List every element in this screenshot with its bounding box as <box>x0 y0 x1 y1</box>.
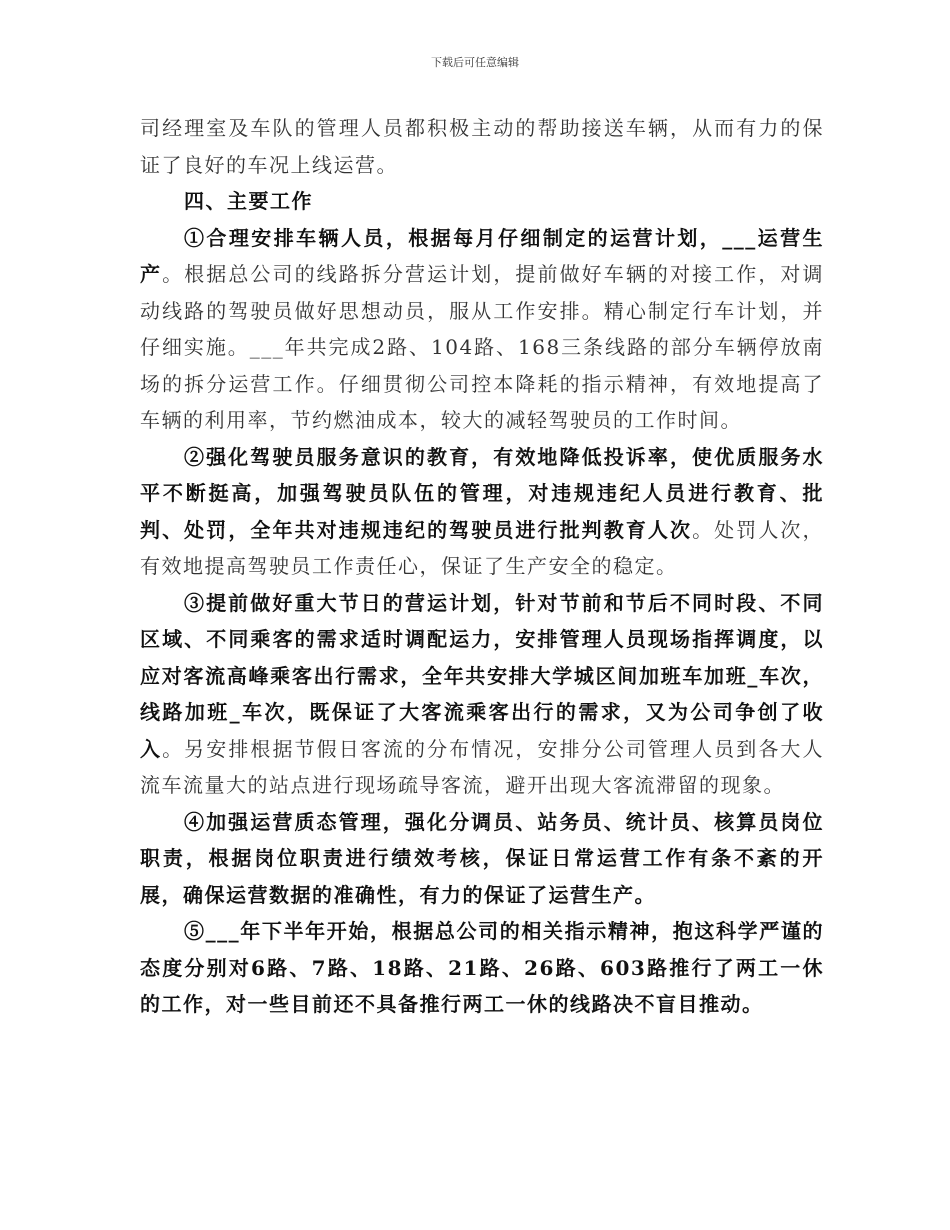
paragraph-item-4 <box>140 804 824 914</box>
paragraph-item-5 <box>140 913 824 1023</box>
paragraph-normal-text: 。根据总公司的线路拆分营运计划，提前做好车辆的对接工作，对调动线路的驾驶员做好思想动员，服从工作安排。精心制定行车计划，并仔细实施。___年共完成2路、104路、168三条线路的部分车辆停放南场的拆分运营工作。仔细贯彻公司控本降耗的指示精神，有效地提高了车辆的利用率，节约燃油成本，较大的减轻驾驶员的工作时间。 <box>140 262 825 432</box>
paragraph-bold-text: ⑤___年下半年开始，根据总公司的相关指示精神，抱这科学严谨的态度分别对6路、7路、18路、21路、26路、603路推行了两工一休的工作，对一些目前还不具备推行两工一休的线路决不盲目推动。 <box>140 919 824 1016</box>
paragraph-text: 司经理室及车队的管理人员都积极主动的帮助接送车辆，从而有力的保证了良好的车况上线运营。 <box>140 116 824 177</box>
paragraph-bold-text: ①合理安排车辆人员，根据每月仔细制定的运营计划，___运营生产 <box>140 225 824 286</box>
paragraph-normal-text: 。处罚人次，有效地提高驾驶员工作责任心，保证了生产安全的稳定。 <box>140 517 825 578</box>
paragraph-bold-text: ②强化驾驶员服务意识的教育，有效地降低投诉率，使优质服务水平不断挺高，加强驾驶员队伍的管理，对违规违纪人员进行教育、批判、处罚，全年共对违规违纪的驾驶员进行批判教育人次 <box>140 444 824 542</box>
paragraph-normal-text: 。另安排根据节假日客流的分布情况，安排分公司管理人员到各大人流车流量大的站点进行现场疏导客流，避开出现大客流滞留的现象。 <box>140 736 825 797</box>
page-header: 下载后可任意编辑 <box>431 56 519 69</box>
paragraph-item-2 <box>140 439 824 585</box>
paragraph-continuation <box>140 110 824 183</box>
paragraph-item-3 <box>140 585 824 804</box>
document-body <box>140 110 824 1023</box>
section-heading: 四、主要工作 <box>184 189 313 213</box>
paragraph-item-1 <box>140 220 824 439</box>
paragraph-bold-text: ③提前做好重大节日的营运计划，针对节前和节后不同时段、不同区域、不同乘客的需求适时调配运力，安排管理人员现场指挥调度，以应对客流高峰乘客出行需求，全年共安排大学城区间加班车加班_车次，线路加班_车次，既保证了大客流乘客出行的需求，又为公司争创了收入 <box>140 590 824 761</box>
paragraph-bold-text: ④加强运营质态管理，强化分调员、站务员、统计员、核算员岗位职责，根据岗位职责进行绩效考核，保证日常运营工作有条不紊的开展，确保运营数据的准确性，有力的保证了运营生产。 <box>140 809 824 907</box>
